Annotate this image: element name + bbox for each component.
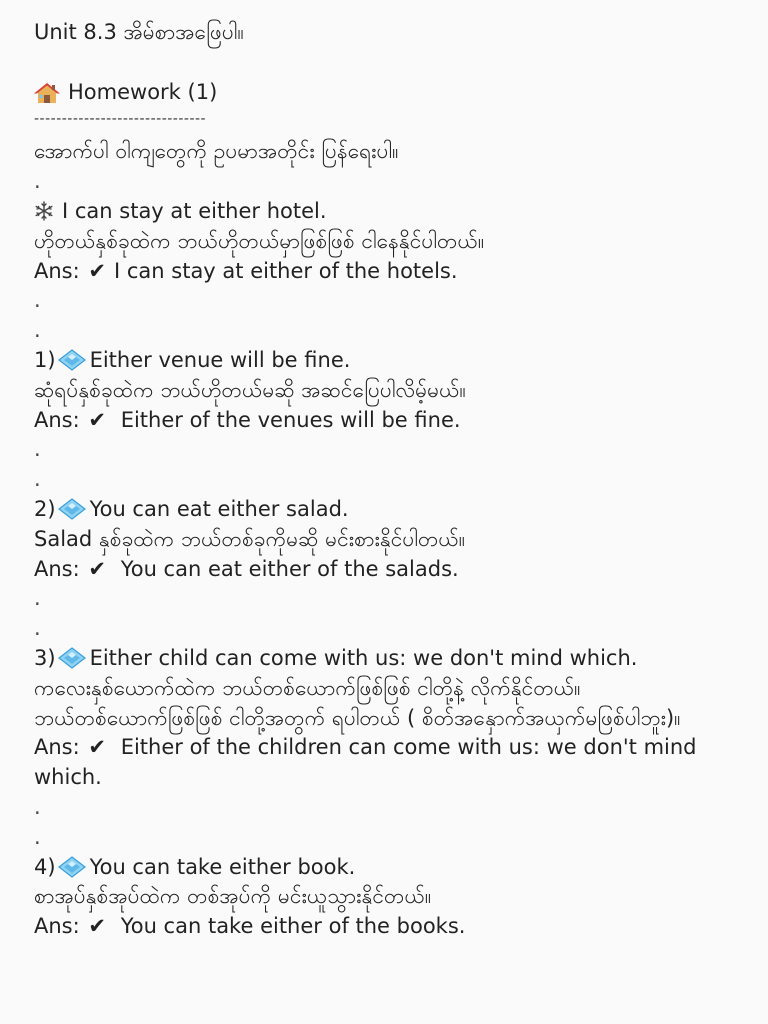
separator-dot: . — [34, 794, 41, 819]
example-answer-text: I can stay at either of the hotels. — [114, 258, 458, 283]
item-number: 4) — [34, 854, 56, 879]
answer-prefix: Ans: — [34, 258, 80, 283]
item-3-translation: ကလေးနှစ်ယောက်ထဲက ဘယ်တစ်ယောက်ဖြစ်ဖြစ် ငါတို့နဲ့ လိုက်နိုင်တယ်။ — [34, 675, 581, 700]
answer-text: You can eat either of the salads. — [120, 556, 459, 581]
blank-line — [34, 48, 754, 78]
house-icon — [34, 82, 60, 104]
example-translation: ဟိုတယ်နှစ်ခုထဲက ဘယ်ဟိုတယ်မှာဖြစ်ဖြစ် ငါနေနိုင်ပါတယ်။ — [34, 228, 485, 253]
item-number: 3) — [34, 645, 56, 670]
separator-dot: . — [34, 586, 41, 611]
homework-heading — [34, 78, 754, 108]
diamond-icon — [58, 349, 86, 371]
check-mark-icon: ✔ — [88, 556, 106, 581]
item-2-translation: Salad နှစ်ခုထဲက ဘယ်တစ်ခုကိုမဆို မင်းစားနိုင်ပါတယ်။ — [34, 526, 466, 551]
separator-dot: . — [34, 437, 41, 462]
item-number: 2) — [34, 496, 56, 521]
item-3-translation-2: ဘယ်တစ်ယောက်ဖြစ်ဖြစ် ငါတို့အတွက် ရပါတယ် ( စိတ်အနှောက်အယှက်မဖြစ်ပါဘူး)။ — [34, 705, 681, 730]
question-text: You can take either book. — [89, 854, 356, 879]
answer-text: Either of the venues will be fine. — [120, 407, 461, 432]
homework-post — [34, 18, 754, 942]
answer-prefix: Ans: — [34, 735, 80, 760]
item-2-answer — [34, 555, 754, 585]
diamond-icon — [58, 647, 86, 669]
unit-title: Unit 8.3 အိမ်စာအဖြေပါ။ — [34, 20, 244, 44]
answer-prefix: Ans: — [34, 556, 80, 581]
item-4-answer — [34, 912, 754, 942]
item-4-question — [34, 853, 754, 883]
question-text: Either venue will be fine. — [89, 347, 351, 372]
homework-label: Homework (1) — [68, 79, 218, 104]
question-text: Either child can come with us: we don't mind which. — [89, 645, 638, 670]
diamond-icon — [58, 498, 86, 520]
item-1-answer — [34, 406, 754, 436]
example-question-text: I can stay at either hotel. — [62, 198, 327, 223]
item-4-translation: စာအုပ်နှစ်အုပ်ထဲက တစ်အုပ်ကို မင်းယူသွားနိုင်တယ်။ — [34, 884, 432, 909]
item-2-question — [34, 495, 754, 525]
snowflake-icon — [34, 201, 54, 221]
item-number: 1) — [34, 347, 56, 372]
item-3-answer — [34, 733, 754, 793]
separator-dot: . — [34, 318, 41, 343]
answer-prefix: Ans: — [34, 914, 80, 939]
diamond-icon — [58, 856, 86, 878]
check-mark-icon: ✔ — [88, 258, 106, 283]
separator-dot: . — [34, 288, 41, 313]
divider: ------------------------------- — [34, 111, 207, 128]
check-mark-icon: ✔ — [88, 407, 106, 432]
answer-prefix: Ans: — [34, 407, 80, 432]
answer-text: You can take either of the books. — [120, 914, 466, 939]
question-text: You can eat either salad. — [89, 496, 349, 521]
separator-dot: . — [34, 467, 41, 492]
example-question — [34, 197, 754, 227]
separator-dot: . — [34, 169, 41, 194]
item-1-translation: ဆုံရပ်နှစ်ခုထဲက ဘယ်ဟိုတယ်မဆို အဆင်ပြေပါလိမ့်မယ်။ — [34, 377, 466, 402]
separator-dot: . — [34, 616, 41, 641]
check-mark-icon: ✔ — [88, 914, 106, 939]
answer-text: Either of the children can come with us: we don't mind which. — [34, 735, 697, 790]
instruction-text: အောက်ပါ ဝါကျတွေကို ဥပမာအတိုင်း ပြန်ရေးပါ။ — [34, 139, 399, 164]
item-3-question — [34, 644, 754, 674]
separator-dot: . — [34, 824, 41, 849]
check-mark-icon: ✔ — [88, 735, 106, 760]
item-1-question — [34, 346, 754, 376]
example-answer — [34, 257, 754, 287]
